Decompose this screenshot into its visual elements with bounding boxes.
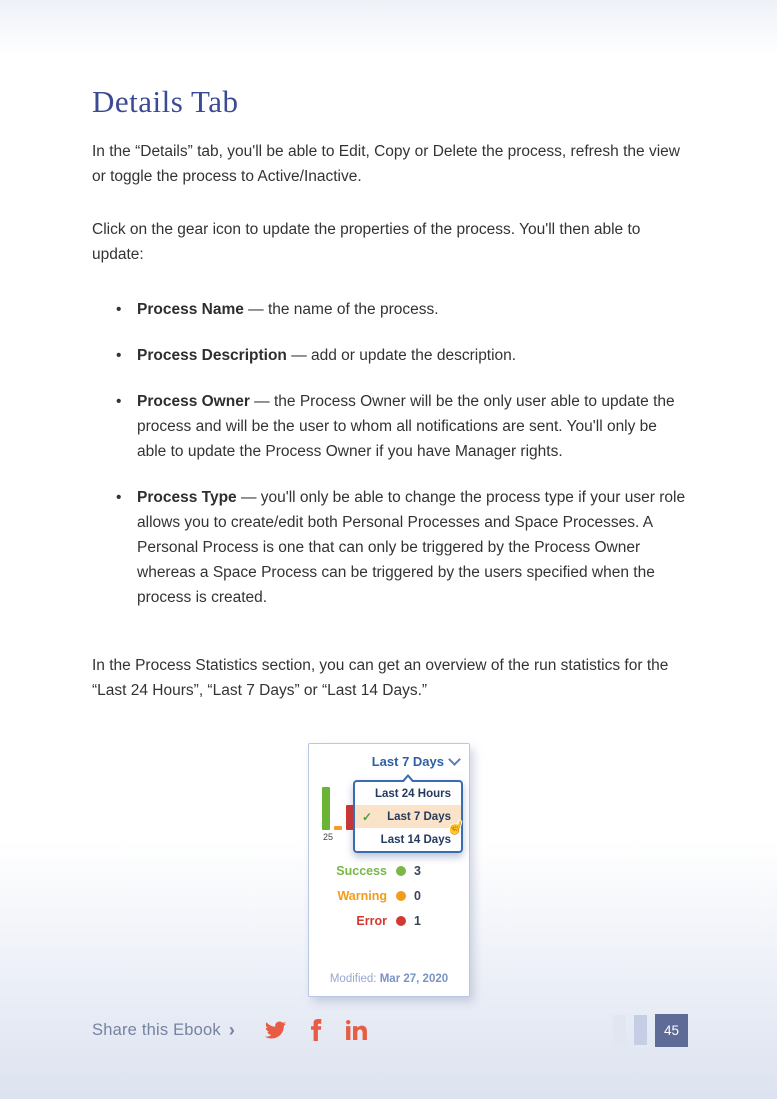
period-dropdown-menu [353,780,467,853]
menu-item-last-14-days[interactable] [355,828,461,851]
menu-item-label: Last 7 Days [387,810,451,823]
pager-bar-light [613,1015,626,1045]
menu-item-last-24-hours[interactable] [355,782,461,805]
error-label: Error [356,914,387,928]
success-value: 3 [414,864,421,878]
modified-label: Modified: [329,973,377,985]
bullet-term: Process Name [137,301,244,318]
success-dot-icon [396,866,406,876]
bullet-icon: • [116,393,122,410]
page-content [92,84,686,997]
stat-row-success [317,864,461,878]
warning-bar [334,826,342,830]
menu-item-label: Last 24 Hours [374,787,451,800]
linkedin-icon[interactable] [346,1020,367,1040]
error-dot-icon [396,916,406,926]
bullet-term: Process Type [137,489,237,506]
page-indicator [613,1014,688,1047]
menu-item-last-7-days[interactable] [355,805,467,838]
pager-bar-medium [634,1015,647,1045]
bullet-icon: • [116,489,122,506]
chevron-down-icon [448,753,461,766]
warning-value: 0 [414,889,421,903]
list-item [116,343,686,368]
page-title: Details Tab [92,84,239,119]
bullet-term: Process Owner [137,393,250,410]
bullet-term: Process Description [137,347,287,364]
success-label: Success [336,864,387,878]
menu-item-label: Last 14 Days [380,833,451,846]
update-options-list [92,297,686,610]
warning-label: Warning [337,889,387,903]
facebook-icon[interactable] [310,1019,322,1041]
bullet-icon: • [116,347,122,364]
list-item [116,485,686,610]
chevron-right-icon: › [228,1019,235,1040]
statistics-paragraph: In the Process Statistics section, you can get an overview of the run statistics for the “Last 24 Hours”, “Last 7 Days” or “Last 14 Days.” [92,657,669,699]
period-dropdown-button[interactable] [372,754,459,769]
intro-paragraph: In the “Details” tab, you'll be able to Edit, Copy or Delete the process, refresh the view or toggle the process to Active/Inactive. [92,143,680,185]
social-links [265,1019,367,1041]
share-ebook-label: Share this Ebook [92,1020,221,1039]
bullet-text: — the Process Owner will be the only user able to update the process and will be the user to whom all notifications are sent. You'll only be able to update the Process Owner if you have Manager rights. [137,393,675,460]
modified-date: Mar 27, 2020 [379,973,449,985]
list-item [116,389,686,464]
check-icon: ✓ [362,809,373,824]
bar-axis-label: 25 [323,832,334,842]
stat-row-error [317,914,461,928]
twitter-icon[interactable] [265,1021,286,1039]
page-footer [92,1010,688,1050]
warning-dot-icon [396,891,406,901]
stats-list [317,864,461,939]
bullet-text: — add or update the description. [286,347,517,364]
modified-date-line [309,973,469,985]
hand-cursor-icon: ☝ [444,816,467,838]
success-bar [322,787,330,830]
list-item [116,297,686,322]
process-statistics-card [308,743,470,997]
stat-row-warning [317,889,461,903]
period-dropdown-label: Last 7 Days [371,754,444,769]
error-value: 1 [414,914,421,928]
bullet-text: — the name of the process. [243,301,439,318]
bullet-text: — you'll only be able to change the process type if your user role allows you to create/edit both Personal Processes and Space Processes. A Personal Process is one that can only be triggered by the Process Owner whereas a Space Process can be triggered by the users specified when the process is created. [137,489,686,606]
page-number-badge: 45 [655,1014,688,1047]
bullet-icon: • [116,301,122,318]
gear-paragraph: Click on the gear icon to update the properties of the process. You'll then able to update: [92,221,641,263]
